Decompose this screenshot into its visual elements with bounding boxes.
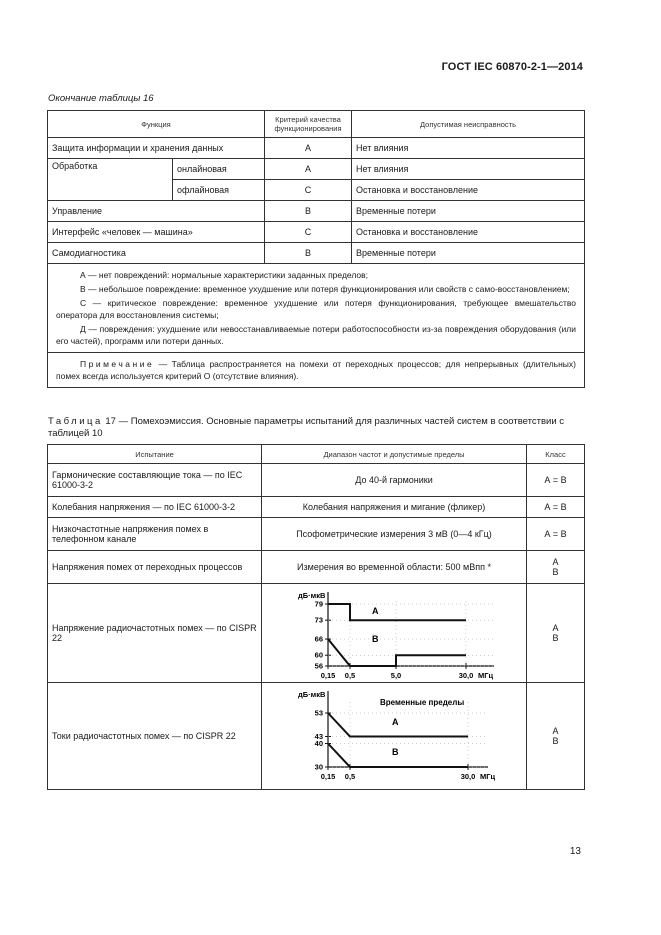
x-tick-label: 0,5 [344,772,356,781]
cell-test: Токи радиочастотных помех — по CISPR 22 [48,683,262,790]
table-row [48,464,585,497]
x-axis-label: МГц [478,671,494,680]
cell-class [527,584,585,683]
x-axis-label: МГц [480,772,496,781]
class-b: В [552,736,559,746]
standard-number: ГОСТ IEC 60870-2-1—2014 [441,61,583,73]
table-16 [47,110,585,388]
cell-test: Напряжение радиочастотных помех — по CISPR 22 [48,584,262,683]
y-tick-label: 73 [314,615,323,625]
remark-row [48,353,585,388]
cell-criterion: А [265,159,352,180]
cell-fault: Нет влияния [352,159,585,180]
table-row [48,138,585,159]
cell-function: Управление [48,201,265,222]
table-header-row [48,445,585,464]
table-remark [48,353,585,388]
x-tick-label: 0,15 [320,772,336,781]
y-tick-label: 79 [314,599,323,609]
cell-fault: Нет влияния [352,138,585,159]
cell-class: А = В [527,518,585,551]
cell-test: Колебания напряжения — по IEC 61000-3-2 [48,497,262,518]
x-tick-label: 0,15 [320,671,336,680]
remark-label: Примечание [80,359,155,369]
cell-test: Низкочастотные напряжения помех в телефонном канале [48,518,262,551]
x-tick-label: 0,5 [344,671,356,680]
x-tick-label: 30,0 [460,772,476,781]
table-row [48,551,585,584]
table17-caption [48,416,586,440]
cell-class [527,683,585,790]
cell-range: До 40-й гармоники [262,464,527,497]
y-axis-label: дБ·мкВ [298,690,326,699]
table-row [48,518,585,551]
table-header-row [48,111,585,138]
notes-row [48,264,585,353]
cell-class: А = В [527,464,585,497]
cell-criterion: В [265,201,352,222]
y-tick-label: 66 [314,634,323,644]
header-range: Диапазон частот и допустимые пределы [262,445,527,464]
x-tick-label: 5,0 [390,671,402,680]
cell-class: А = В [527,497,585,518]
header-criterion: Критерий качества функционирования [265,111,352,138]
table-17 [47,444,585,790]
table-row [48,584,585,683]
cell-test: Гармонические составляющие тока — по IEC 61000-3-2 [48,464,262,497]
criteria-notes [48,264,585,353]
header-fault: Допустимая неисправность [352,111,585,138]
cell-function: Интерфейс «человек — машина» [48,222,265,243]
cell-fault: Временные потери [352,243,585,264]
rf-current-chart [262,683,526,787]
y-axis-label: дБ·мкВ [298,591,326,600]
cell-fault: Остановка и восстановление [352,180,585,201]
y-tick-label: 60 [314,650,323,660]
table-row [48,243,585,264]
table-row [48,497,585,518]
cell-subfunction: онлайновая [173,159,265,180]
table17-caption-label: Таблица [48,416,103,427]
cell-fault: Временные потери [352,201,585,222]
cell-function: Защита информации и хранения данных [48,138,265,159]
header-class: Класс [527,445,585,464]
table-row [48,159,585,180]
cell-chart [262,584,527,683]
note-c: С — критическое повреждение: временное ухудшение или потеря функционирования, требующее вмешательство оператора для восстановления системы; [56,298,576,320]
x-tick-label: 30,0 [458,671,474,680]
series-label-a: А [372,606,379,616]
cell-function: Обработка [48,159,173,201]
cell-criterion: В [265,243,352,264]
note-b: В — небольшое повреждение: временное ухудшение или потеря функционирования или свойств с само-восстановлением; [80,284,570,294]
series-line-a [328,604,466,620]
cell-criterion: С [265,180,352,201]
remark-text: — Таблица распространяется на помехи от переходных процессов; для непрерывных (длительных) помех всегда используется критерий О (отсутствие влияния). [56,359,576,381]
cell-function: Самодиагностика [48,243,265,264]
y-tick-label: 53 [314,708,323,718]
rf-voltage-chart [262,584,526,680]
page-number: 13 [569,846,581,857]
chart-title: Временные пределы [380,698,465,707]
series-line-b [328,639,466,666]
cell-criterion: А [265,138,352,159]
table-row [48,683,585,790]
cell-range: Псофометрические измерения 3 мВ (0—4 кГц) [262,518,527,551]
class-a: А [552,557,559,567]
table-row [48,222,585,243]
cell-class [527,551,585,584]
header-test: Испытание [48,445,262,464]
series-label-b: В [372,634,379,644]
cell-range: Колебания напряжения и мигание (фликер) [262,497,527,518]
cell-fault: Остановка и восстановление [352,222,585,243]
cell-range: Измерения во временной области: 500 мВпп * [262,551,527,584]
series-label-b: В [392,747,399,757]
class-a: А [552,726,559,736]
series-label-a: А [392,717,399,727]
class-b: В [552,633,559,643]
header-function: Функция [48,111,265,138]
table16-caption: Окончание таблицы 16 [48,93,154,104]
table17-caption-text: 17 — Помехоэмиссия. Основные параметры испытаний для различных частей систем в соответствии с таблицей 10 [48,416,565,439]
y-tick-label: 56 [314,661,323,671]
cell-chart [262,683,527,790]
cell-subfunction: офлайновая [173,180,265,201]
y-tick-label: 43 [314,731,323,741]
cell-test: Напряжения помех от переходных процессов [48,551,262,584]
note-d: Д — повреждения: ухудшение или невосстанавливаемые потери работоспособности из-за повреждения оборудования (или его частей), программ или потери данных. [56,324,576,346]
y-tick-label: 40 [314,739,323,749]
cell-criterion: С [265,222,352,243]
table-row [48,201,585,222]
note-a: А — нет повреждений: нормальные характеристики заданных пределов; [80,270,369,280]
class-a: А [552,623,559,633]
class-b: В [552,567,559,577]
y-tick-label: 30 [314,762,323,772]
